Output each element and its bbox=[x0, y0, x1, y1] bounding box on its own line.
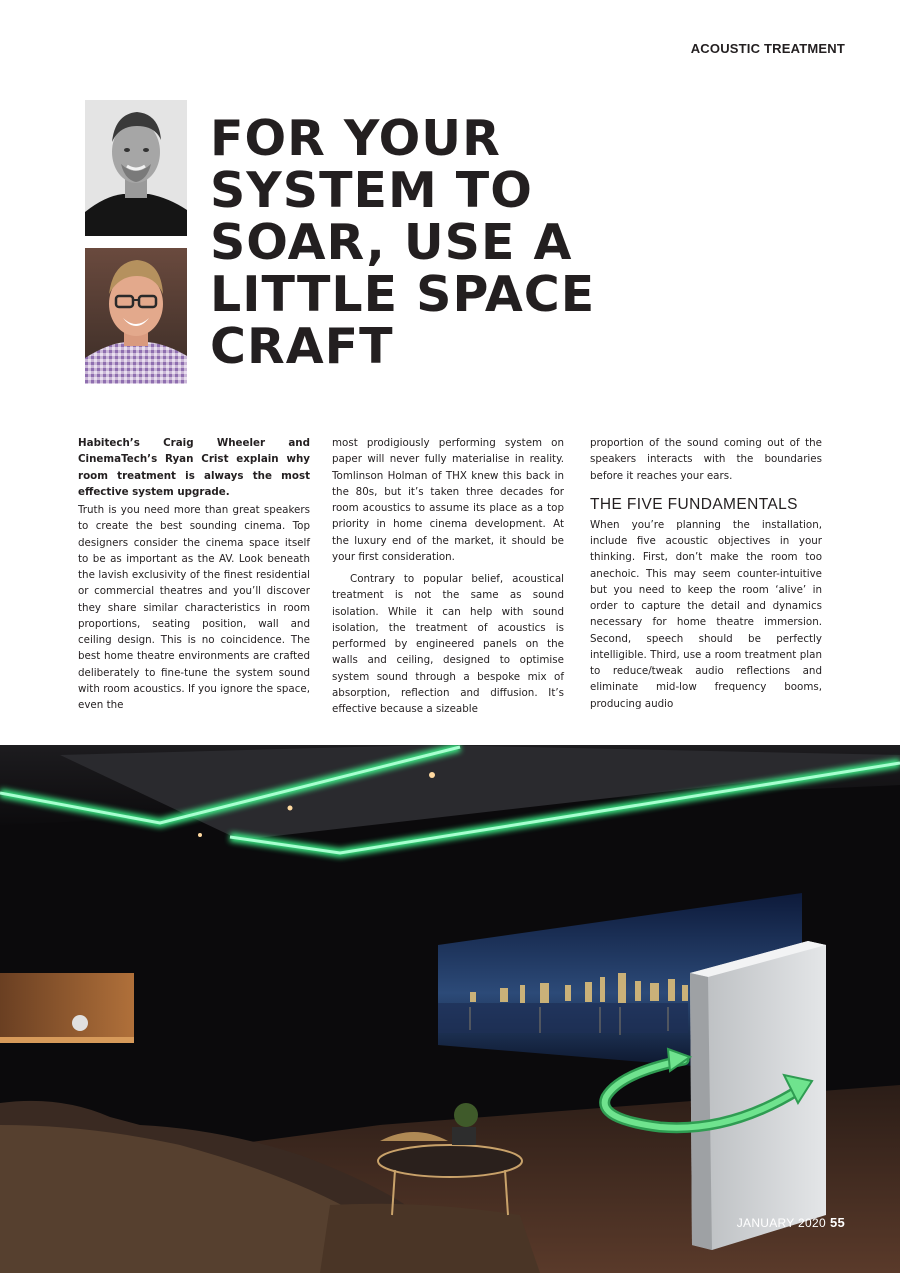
article-column-1 bbox=[78, 435, 310, 713]
author-photo-craig-wheeler bbox=[85, 100, 187, 236]
body-paragraph: Contrary to popular belief, acoustical treatment is not the same as sound isolation. While it can help with sound isolation, the treatment of acoustics is performed by engineered panels on the walls and ceiling, designed to optimise system sound through a bespoke mix of absorption, reflection and diffusion. It’s effective because a sizeable bbox=[332, 573, 564, 715]
headline-line-4: LITTLE SPACE bbox=[210, 266, 596, 323]
headline bbox=[210, 110, 630, 375]
author-photo-ryan-crist bbox=[85, 248, 187, 384]
standfirst: Habitech’s Craig Wheeler and CinemaTech’s Ryan Crist explain why room treatment is always the most effective system upgrade. bbox=[78, 437, 310, 498]
subheading: THE FIVE FUNDAMENTALS bbox=[590, 495, 798, 513]
body-paragraph: most prodigiously performing system on paper will never fully materialise in reality. Tomlinson Holman of THX knew this back in the 80s, but it’s taken three decades for room acoustics to assume its place as a top priority in home cinema development. At the luxury end of the market, it should be your first consideration. bbox=[332, 437, 564, 563]
page-footer bbox=[737, 1215, 845, 1230]
page-number: 55 bbox=[829, 1215, 845, 1230]
headline-line-2: SYSTEM TO bbox=[210, 162, 533, 219]
article-column-3 bbox=[590, 435, 822, 712]
headline-line-5: CRAFT bbox=[210, 318, 394, 375]
headline-line-1: FOR YOUR bbox=[210, 110, 501, 167]
body-paragraph: Truth is you need more than great speakers to create the best sounding cinema. Top designers consider the cinema space itself to be as important as the AV. Look beneath the lavish exclusivity of the finest residential or commercial theatres and you’ll discover they share similar characteristics in room proportions, seating position, wall and ceiling design. This is no coincidence. The best home theatre environments are crafted deliberately to fine-tune the system sound with room acoustics. If you ignore the space, even the bbox=[78, 504, 310, 711]
cinema-room-photo bbox=[0, 745, 900, 1273]
body-paragraph: When you’re planning the installation, include five acoustic objectives in your thinking. First, don’t make the room too anechoic. This may seem counter-intuitive but you need to keep the room ‘alive’ in order to capture the detail and dynamics necessary for home theatre immersion. Second, speech should be perfectly intelligible. Third, use a room treatment plan to reduce/tweak audio reflections and eliminate mid-low frequency booms, producing audio bbox=[590, 518, 822, 710]
section-tag: ACOUSTIC TREATMENT bbox=[690, 41, 845, 56]
headline-line-3: SOAR, USE A bbox=[210, 214, 573, 271]
issue-date: JANUARY 2020 bbox=[736, 1216, 826, 1230]
body-paragraph: proportion of the sound coming out of the speakers interacts with the boundaries before it reaches your ears. bbox=[590, 437, 822, 482]
article-column-2 bbox=[332, 435, 564, 717]
